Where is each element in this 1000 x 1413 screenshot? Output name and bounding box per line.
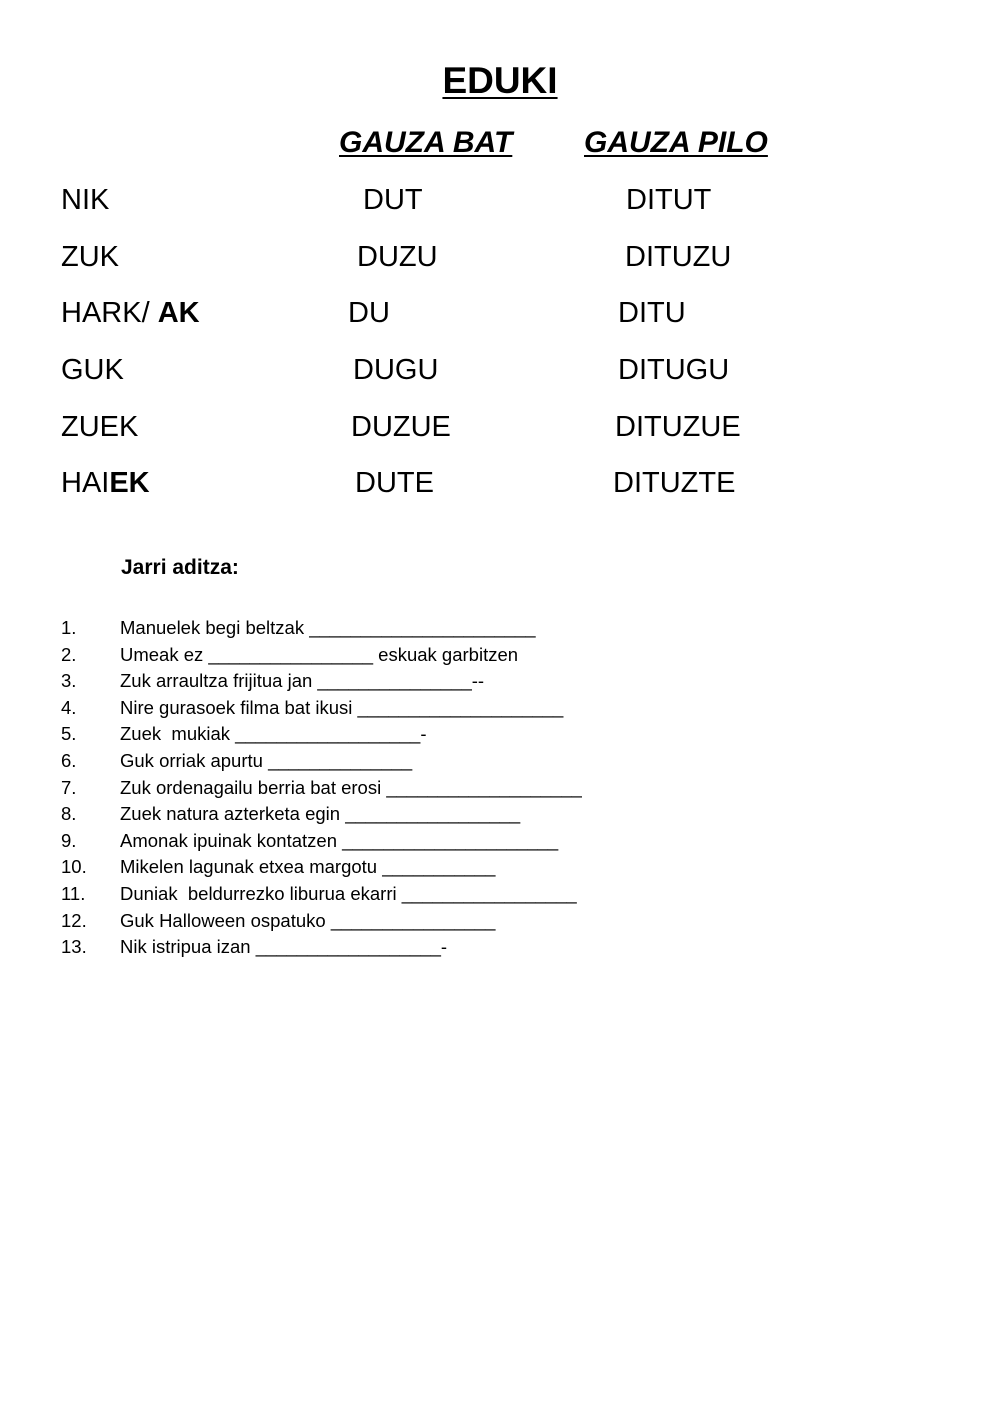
item-text: Duniak beldurrezko liburua ekarri _________________ [120, 882, 577, 904]
item-number: 11. [61, 882, 86, 904]
item-text: Amonak ipuinak kontatzen _____________________ [120, 829, 559, 851]
item-number: 9. [61, 829, 77, 851]
pronoun: HARK/ AK [61, 297, 200, 329]
list-item [0, 856, 1000, 883]
plural-form: DITU [618, 297, 686, 329]
item-text: Zuek mukiak __________________- [120, 723, 427, 745]
list-item [0, 697, 1000, 724]
item-text: Nik istripua izan __________________- [120, 936, 448, 958]
page-title: EDUKI [442, 60, 558, 101]
singular-form: DUZUE [351, 411, 451, 443]
item-number: 7. [61, 776, 77, 798]
pronoun: NIK [61, 184, 110, 216]
singular-form: DUZU [357, 241, 438, 273]
plural-form: DITUT [626, 184, 712, 216]
item-number: 6. [61, 749, 77, 771]
list-item [0, 830, 1000, 857]
singular-form: DUTE [355, 467, 434, 499]
pronoun: ZUK [61, 241, 119, 273]
conjugation-row [0, 241, 1000, 281]
item-text: Zuk ordenagailu berria bat erosi ___________________ [120, 776, 582, 798]
item-text: Guk orriak apurtu ______________ [120, 749, 413, 771]
item-text: Zuek natura azterketa egin _________________ [120, 803, 521, 825]
item-text: Manuelek begi beltzak ______________________ [120, 617, 536, 638]
list-item [0, 723, 1000, 750]
conjugation-row [0, 354, 1000, 394]
exercise-list [0, 617, 1000, 963]
list-item [0, 670, 1000, 697]
conjugation-row [0, 467, 1000, 507]
pronoun: ZUEK [61, 411, 139, 443]
item-text: Mikelen lagunak etxea margotu ___________ [120, 856, 496, 878]
column-header-singular: GAUZA BAT [339, 126, 513, 159]
item-text: Nire gurasoek filma bat ikusi ____________________ [120, 696, 564, 718]
list-item [0, 777, 1000, 804]
item-number: 8. [61, 803, 77, 825]
plural-form: DITUZU [625, 241, 732, 273]
item-number: 12. [61, 909, 87, 931]
singular-form: DU [348, 297, 390, 329]
list-item [0, 803, 1000, 830]
conjugation-row [0, 184, 1000, 224]
conjugation-row [0, 411, 1000, 451]
pronoun: GUK [61, 354, 124, 386]
pronoun: HAIEK [61, 467, 150, 499]
plural-form: DITUGU [618, 354, 730, 386]
plural-form: DITUZTE [613, 467, 736, 499]
item-number: 4. [61, 696, 77, 718]
item-number: 2. [61, 643, 77, 665]
item-text: Guk Halloween ospatuko ________________ [120, 909, 496, 931]
item-number: 5. [61, 723, 77, 745]
conjugation-row [0, 297, 1000, 337]
item-number: 10. [61, 856, 87, 878]
exercise-instruction: Jarri aditza: [121, 556, 239, 579]
list-item [0, 936, 1000, 963]
item-text: Zuk arraultza frijitua jan _______________-- [120, 670, 485, 692]
list-item [0, 883, 1000, 910]
list-item [0, 910, 1000, 937]
list-item [0, 617, 1000, 644]
column-header-plural: GAUZA PILO [584, 126, 768, 159]
item-number: 1. [61, 617, 77, 638]
singular-form: DUT [363, 184, 423, 216]
plural-form: DITUZUE [615, 411, 741, 443]
item-number: 13. [61, 936, 87, 958]
item-text: Umeak ez ________________ eskuak garbitzen [120, 643, 519, 665]
list-item [0, 644, 1000, 671]
item-number: 3. [61, 670, 77, 692]
singular-form: DUGU [353, 354, 439, 386]
list-item [0, 750, 1000, 777]
